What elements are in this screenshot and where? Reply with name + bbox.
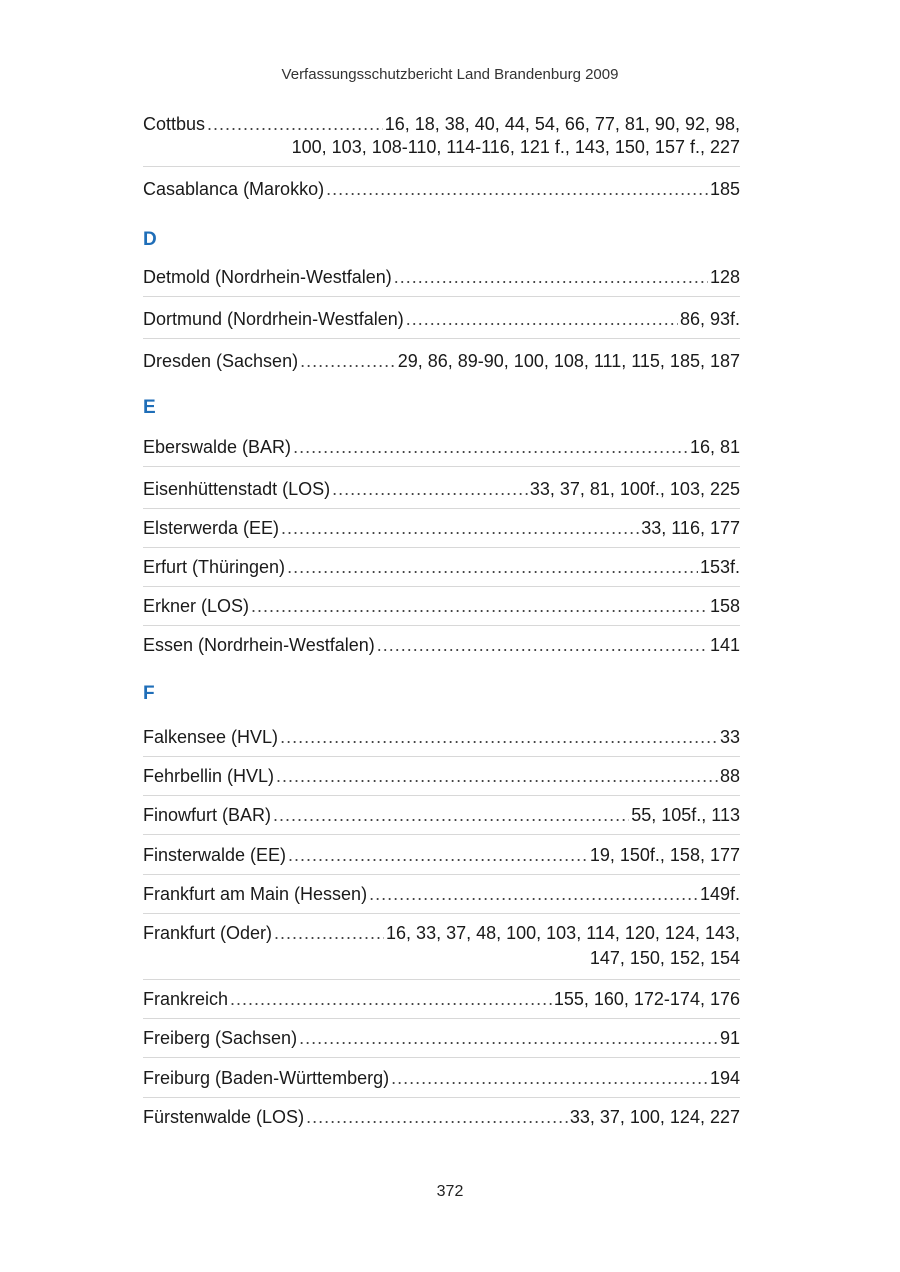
leader-dots: [288, 845, 588, 865]
entry-name: Erkner (LOS): [143, 596, 250, 616]
leader-dots: [406, 309, 678, 329]
index-entry: [143, 805, 740, 825]
divider: [143, 547, 740, 548]
leader-dots: [293, 437, 688, 457]
entry-pages: 149f.: [699, 884, 740, 904]
divider: [143, 1097, 740, 1098]
entry-pages: 33, 37, 81, 100f., 103, 225: [529, 479, 740, 499]
leader-dots: [326, 179, 708, 199]
entry-pages: 141: [709, 635, 740, 655]
running-header: Verfassungsschutzbericht Land Brandenburg 2009: [281, 66, 619, 83]
entry-name: Dresden (Sachsen): [143, 351, 299, 371]
entry-pages: 33: [719, 727, 740, 747]
entry-name: Fürstenwalde (LOS): [143, 1107, 305, 1127]
index-entry: [143, 635, 740, 655]
divider: [143, 756, 740, 757]
index-entry: [143, 923, 740, 943]
section-letter-e: E: [143, 397, 156, 418]
leader-dots: [377, 635, 708, 655]
divider: [143, 874, 740, 875]
index-entry: [143, 114, 740, 134]
entry-pages: 158: [709, 596, 740, 616]
index-entry: [143, 884, 740, 904]
entry-name: Eberswalde (BAR): [143, 437, 292, 457]
divider: [143, 508, 740, 509]
section-letter-f: F: [143, 683, 155, 704]
entry-name: Essen (Nordrhein-Westfalen): [143, 635, 375, 655]
leader-dots: [332, 479, 528, 499]
entry-name: Fehrbellin (HVL): [143, 766, 275, 786]
index-entry: [143, 596, 740, 616]
index-entry: [143, 267, 740, 287]
entry-name: Casablanca (Marokko): [143, 179, 325, 199]
leader-dots: [280, 727, 718, 747]
divider: [143, 296, 740, 297]
entry-name: Eisenhüttenstadt (LOS): [143, 479, 331, 499]
entry-pages: 91: [719, 1028, 740, 1048]
index-entry: [143, 309, 740, 329]
entry-pages: 153f.: [699, 557, 740, 577]
entry-name: Freiberg (Sachsen): [143, 1028, 298, 1048]
index-entry: [143, 727, 740, 747]
entry-pages: 33, 37, 100, 124, 227: [569, 1107, 740, 1127]
leader-dots: [274, 923, 384, 943]
leader-dots: [281, 518, 639, 538]
leader-dots: [306, 1107, 568, 1127]
entry-name: Cottbus: [143, 114, 206, 134]
entry-name: Freiburg (Baden-Württemberg): [143, 1068, 390, 1088]
index-entry: [143, 1107, 740, 1127]
entry-name: Dortmund (Nordrhein-Westfalen): [143, 309, 404, 329]
leader-dots: [230, 989, 552, 1009]
entry-name: Frankfurt am Main (Hessen): [143, 884, 368, 904]
entry-pages: 155, 160, 172-174, 176: [553, 989, 740, 1009]
divider: [143, 795, 740, 796]
entry-pages: 16, 81: [689, 437, 740, 457]
section-letter-d: D: [143, 229, 157, 250]
leader-dots: [300, 351, 396, 371]
divider: [143, 1057, 740, 1058]
index-entry: [143, 518, 740, 538]
entry-name: Finsterwalde (EE): [143, 845, 287, 865]
divider: [143, 1018, 740, 1019]
leader-dots: [276, 766, 718, 786]
divider: [143, 625, 740, 626]
divider: [143, 338, 740, 339]
divider: [143, 834, 740, 835]
entry-name: Elsterwerda (EE): [143, 518, 280, 538]
leader-dots: [251, 596, 708, 616]
index-entry: [143, 557, 740, 577]
index-entry: [143, 766, 740, 786]
entry-pages: 55, 105f., 113: [631, 805, 740, 825]
entry-name: Detmold (Nordrhein-Westfalen): [143, 267, 392, 287]
entry-pages: 86, 93f.: [679, 309, 740, 329]
index-entry: [143, 351, 740, 371]
entry-name: Frankreich: [143, 989, 229, 1009]
leader-dots: [299, 1028, 718, 1048]
index-entry: [143, 1028, 740, 1048]
entry-pages: 29, 86, 89-90, 100, 108, 111, 115, 185, 187: [397, 351, 740, 371]
leader-dots: [391, 1068, 708, 1088]
index-entry: [143, 479, 740, 499]
leader-dots: [207, 114, 383, 134]
divider: [143, 913, 740, 914]
entry-pages: 16, 33, 37, 48, 100, 103, 114, 120, 124, 143,: [386, 923, 740, 943]
index-entry: [143, 845, 740, 865]
entry-pages: 88: [719, 766, 740, 786]
entry-pages: 19, 150f., 158, 177: [589, 845, 740, 865]
entry-name: Frankfurt (Oder): [143, 923, 273, 943]
index-entry: [143, 989, 740, 1009]
divider: [143, 979, 740, 980]
leader-dots: [273, 805, 629, 825]
entry-name: Finowfurt (BAR): [143, 805, 272, 825]
entry-name: Falkensee (HVL): [143, 727, 279, 747]
entry-pages: 33, 116, 177: [641, 518, 740, 538]
index-entry: [143, 437, 740, 457]
entry-pages: 185: [709, 179, 740, 199]
divider: [143, 586, 740, 587]
entry-pages: 194: [709, 1068, 740, 1088]
entry-pages: 16, 18, 38, 40, 44, 54, 66, 77, 81, 90, 92, 98,: [384, 114, 740, 134]
entry-pages-continuation: 100, 103, 108-110, 114-116, 121 f., 143, 150, 157 f., 227: [291, 137, 740, 157]
page-number: 372: [436, 1183, 464, 1200]
leader-dots: [369, 884, 698, 904]
divider: [143, 166, 740, 167]
leader-dots: [287, 557, 698, 577]
leader-dots: [394, 267, 708, 287]
divider: [143, 466, 740, 467]
index-entry: [143, 179, 740, 199]
entry-pages: 128: [709, 267, 740, 287]
index-entry: [143, 1068, 740, 1088]
entry-pages-continuation: 147, 150, 152, 154: [589, 948, 740, 968]
entry-name: Erfurt (Thüringen): [143, 557, 286, 577]
